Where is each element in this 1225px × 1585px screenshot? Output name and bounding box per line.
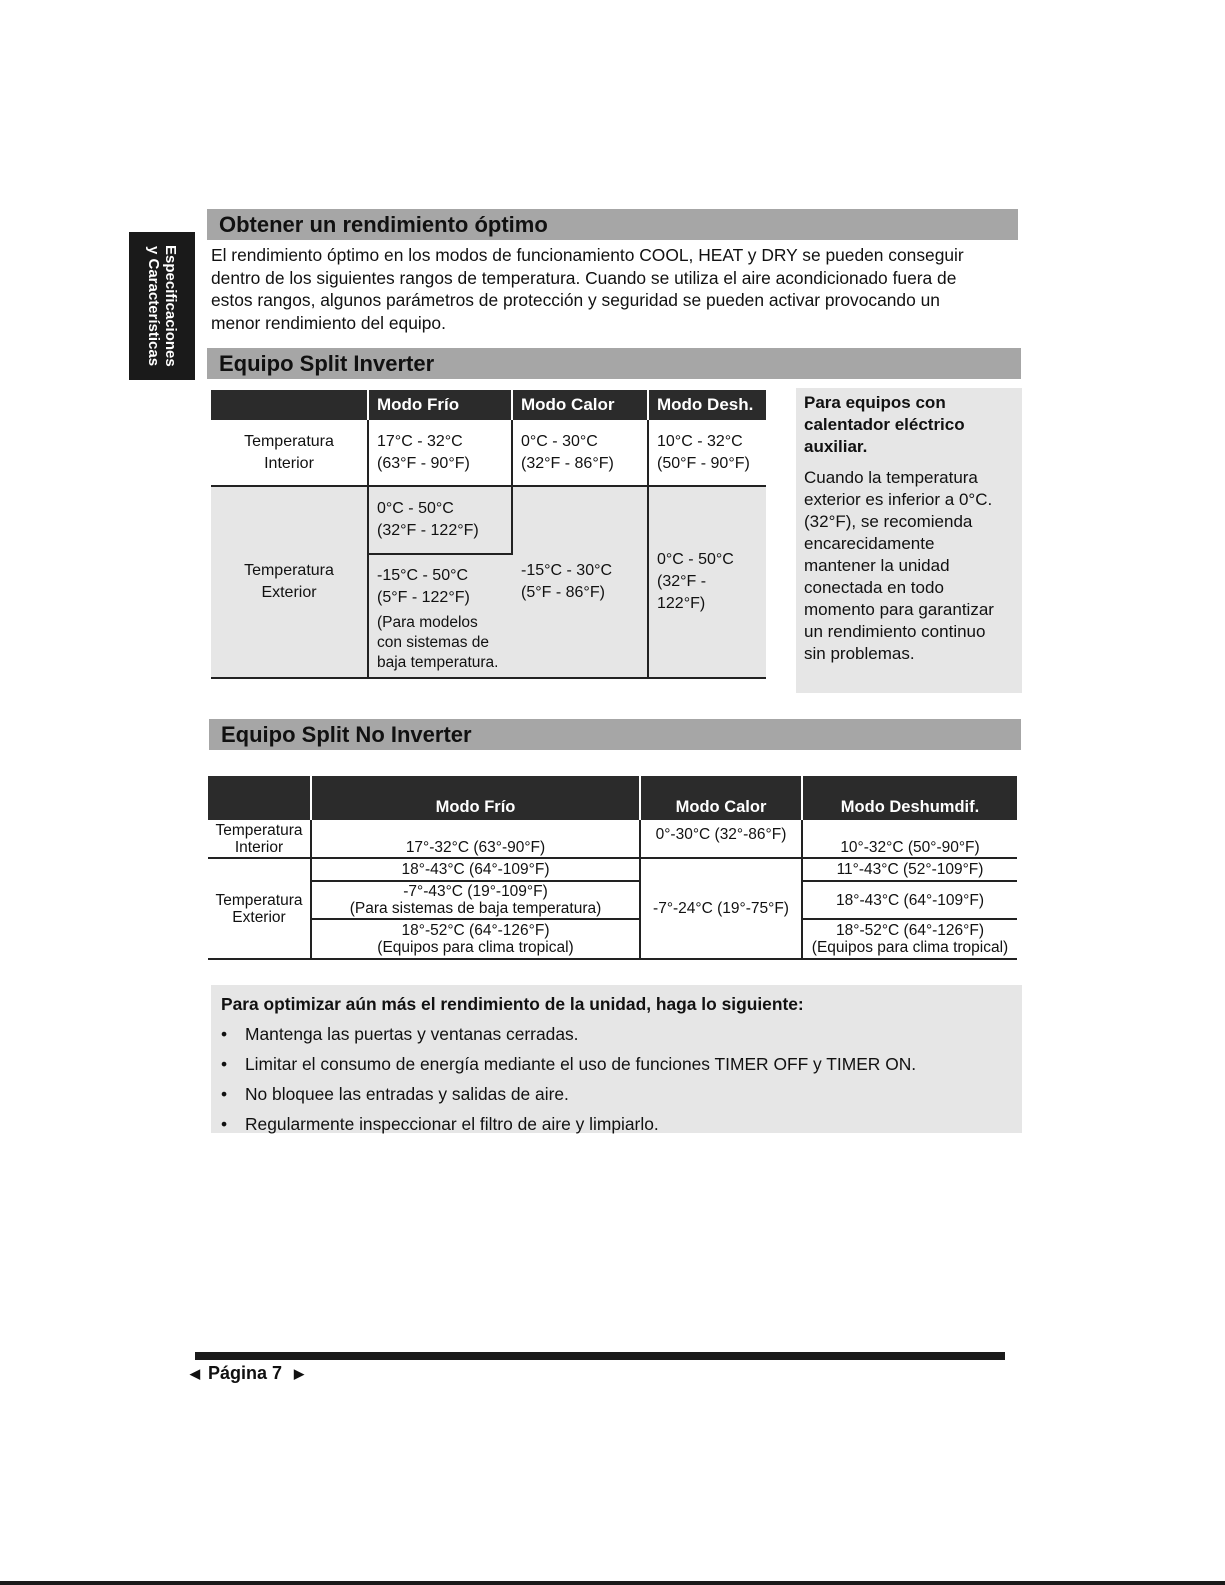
inverter-exterior-label bbox=[211, 486, 368, 678]
inverter-interior-frio bbox=[368, 420, 512, 486]
cell-line: (32°F - 122°F) bbox=[377, 522, 479, 539]
inverter-row-exterior-a bbox=[211, 486, 766, 554]
tip-item bbox=[221, 1079, 1012, 1109]
page-title bbox=[207, 209, 1018, 240]
cell-text: -7°-24°C (19°-75°F) bbox=[653, 900, 789, 917]
note-title-line: calentador eléctrico bbox=[804, 415, 965, 434]
label-line: Interior bbox=[234, 838, 284, 856]
non-inverter-exterior-frio-2 bbox=[311, 881, 640, 919]
non-inverter-row-exterior-1 bbox=[208, 858, 1017, 881]
cell-line: baja temperatura. bbox=[377, 654, 499, 671]
cell-line: 18°-52°C (64°-126°F) bbox=[401, 922, 550, 939]
bullet-icon: • bbox=[221, 1054, 228, 1074]
cell-line: 0°C - 50°C bbox=[657, 551, 734, 568]
note-line: (32°F), se recomienda bbox=[804, 512, 973, 531]
inverter-header-empty bbox=[211, 390, 368, 420]
inverter-exterior-frio-std bbox=[368, 486, 512, 554]
non-inverter-table bbox=[208, 776, 1017, 960]
page-footer bbox=[190, 1363, 304, 1384]
cell-text: 18°-43°C (64°-109°F) bbox=[401, 861, 550, 878]
non-inverter-header-desh: Modo Deshumdif. bbox=[802, 776, 1017, 820]
tip-text: Mantenga las puertas y ventanas cerradas. bbox=[245, 1024, 579, 1044]
non-inverter-header-frio: Modo Frío bbox=[311, 776, 640, 820]
side-tab-line-2: y Características bbox=[145, 245, 162, 367]
non-inverter-exterior-calor bbox=[640, 858, 802, 959]
inverter-header-calor: Modo Calor bbox=[512, 390, 648, 420]
inverter-exterior-frio-low bbox=[368, 554, 512, 678]
cell-line: (50°F - 90°F) bbox=[657, 454, 750, 472]
electric-heater-note bbox=[796, 388, 1022, 693]
side-tab-line-1: Especificaciones bbox=[162, 245, 179, 367]
footer-divider bbox=[195, 1352, 1005, 1360]
note-line: sin problemas. bbox=[804, 644, 915, 663]
intro-line: estos rangos, algunos parámetros de protección y seguridad se pueden activar provocando un bbox=[211, 290, 940, 310]
inverter-table bbox=[211, 390, 766, 679]
non-inverter-exterior-desh-2 bbox=[802, 881, 1017, 919]
bullet-icon: • bbox=[221, 1114, 228, 1134]
cell-line: (5°F - 122°F) bbox=[377, 589, 470, 606]
cell-line: (Equipos para clima tropical) bbox=[811, 939, 1009, 956]
cell-line: 10°C - 32°C bbox=[657, 432, 743, 450]
cell-line: (Equipos para clima tropical) bbox=[377, 939, 574, 956]
label-line: Interior bbox=[264, 454, 314, 472]
cell-text: 11°-43°C (52°-109°F) bbox=[836, 861, 984, 878]
tips-list bbox=[221, 1019, 1012, 1139]
non-inverter-interior-desh bbox=[802, 820, 1017, 858]
cell-line: (Para modelos bbox=[377, 614, 478, 631]
intro-line: El rendimiento óptimo en los modos de funcionamiento COOL, HEAT y DRY se pueden conseguir bbox=[211, 245, 964, 265]
inverter-section-title-text: Equipo Split Inverter bbox=[219, 350, 435, 376]
cell-text: 10°-32°C (50°-90°F) bbox=[840, 839, 980, 856]
non-inverter-exterior-desh-3 bbox=[802, 919, 1017, 959]
tip-item bbox=[221, 1019, 1012, 1049]
non-inverter-row-exterior-2 bbox=[208, 881, 1017, 919]
tip-text: No bloquee las entradas y salidas de aire. bbox=[245, 1084, 569, 1104]
non-inverter-interior-frio bbox=[311, 820, 640, 858]
intro-line: menor rendimiento del equipo. bbox=[211, 312, 446, 333]
page-title-text: Obtener un rendimiento óptimo bbox=[219, 211, 548, 237]
inverter-interior-calor bbox=[512, 420, 648, 486]
note-line: encarecidamente bbox=[804, 534, 935, 553]
cell-line: (Para sistemas de baja temperatura) bbox=[349, 900, 602, 917]
non-inverter-interior-calor bbox=[640, 820, 802, 858]
cell-line: (32°F - 86°F) bbox=[521, 454, 614, 472]
inverter-exterior-calor bbox=[512, 486, 648, 678]
inverter-interior-desh bbox=[648, 420, 766, 486]
tip-text: Regularmente inspeccionar el filtro de aire y limpiarlo. bbox=[245, 1114, 659, 1134]
note-title-line: auxiliar. bbox=[804, 437, 868, 456]
inverter-header-row bbox=[211, 390, 766, 420]
note-line: mantener la unidad bbox=[804, 556, 950, 575]
non-inverter-exterior-label bbox=[208, 858, 311, 959]
note-title-line: Para equipos con bbox=[804, 393, 946, 412]
inverter-interior-label bbox=[211, 420, 368, 486]
non-inverter-header-calor: Modo Calor bbox=[640, 776, 802, 820]
non-inverter-section-title bbox=[209, 719, 1021, 750]
section-side-tab bbox=[129, 232, 195, 380]
cell-line: (5°F - 86°F) bbox=[521, 584, 605, 601]
side-tab-label bbox=[145, 245, 179, 367]
inverter-section-title bbox=[207, 348, 1021, 379]
note-line: un rendimiento continuo bbox=[804, 622, 986, 641]
label-line: Temperatura bbox=[215, 821, 303, 839]
triangle-right-icon[interactable]: ▶ bbox=[294, 1365, 305, 1381]
tip-text: Limitar el consumo de energía mediante el uso de funciones TIMER OFF y TIMER ON. bbox=[245, 1054, 917, 1074]
tip-item bbox=[221, 1049, 1012, 1079]
bottom-edge-line bbox=[0, 1581, 1225, 1585]
non-inverter-exterior-desh-1 bbox=[802, 858, 1017, 881]
non-inverter-header-empty bbox=[208, 776, 311, 820]
inverter-header-frio: Modo Frío bbox=[368, 390, 512, 420]
cell-text: 18°-43°C (64°-109°F) bbox=[836, 891, 984, 909]
label-line: Exterior bbox=[261, 584, 317, 601]
inverter-header-desh: Modo Desh. bbox=[648, 390, 766, 420]
cell-line: -7°-43°C (19°-109°F) bbox=[403, 883, 548, 900]
cell-text: 17°-32°C (63°-90°F) bbox=[405, 839, 546, 856]
cell-text: 0°-30°C (32°-86°F) bbox=[655, 826, 787, 843]
non-inverter-exterior-frio-3 bbox=[311, 919, 640, 959]
note-body bbox=[804, 467, 1014, 665]
cell-line: -15°C - 50°C bbox=[377, 567, 469, 584]
non-inverter-interior-label bbox=[208, 820, 311, 858]
page-number: Página 7 bbox=[208, 1363, 283, 1383]
cell-line: 18°-52°C (64°-126°F) bbox=[836, 922, 984, 939]
label-line: Temperatura bbox=[244, 562, 334, 579]
tips-title: Para optimizar aún más el rendimiento de la unidad, haga lo siguiente: bbox=[221, 994, 804, 1014]
cell-line: -15°C - 30°C bbox=[521, 562, 613, 579]
intro-paragraph bbox=[211, 244, 1026, 334]
intro-line: dentro de los siguientes rangos de temperatura. Cuando se utiliza el aire acondicionado fuera de bbox=[211, 267, 957, 288]
cell-line: con sistemas de bbox=[377, 634, 489, 651]
non-inverter-row-exterior-3 bbox=[208, 919, 1017, 959]
non-inverter-section-title-text: Equipo Split No Inverter bbox=[221, 721, 472, 747]
non-inverter-header-row bbox=[208, 776, 1017, 820]
inverter-exterior-desh bbox=[648, 486, 766, 678]
triangle-left-icon[interactable]: ◀ bbox=[190, 1365, 200, 1381]
inverter-row-interior bbox=[211, 420, 766, 486]
note-line: conectada en todo bbox=[804, 578, 944, 597]
non-inverter-exterior-frio-1 bbox=[311, 858, 640, 881]
label-line: Temperatura bbox=[215, 891, 303, 909]
note-line: momento para garantizar bbox=[804, 600, 994, 619]
label-line: Exterior bbox=[232, 908, 286, 926]
cell-line: 0°C - 30°C bbox=[521, 432, 598, 450]
note-title bbox=[804, 392, 1014, 458]
note-line: exterior es inferior a 0°C. bbox=[804, 490, 993, 509]
cell-line: (32°F - 122°F) bbox=[657, 573, 707, 612]
bullet-icon: • bbox=[221, 1084, 228, 1104]
cell-line: 17°C - 32°C bbox=[377, 432, 463, 450]
cell-line: 0°C - 50°C bbox=[377, 500, 454, 517]
optimization-tips bbox=[211, 985, 1022, 1133]
cell-line: (63°F - 90°F) bbox=[377, 454, 470, 472]
bullet-icon: • bbox=[221, 1024, 228, 1044]
note-line: Cuando la temperatura bbox=[804, 468, 978, 487]
non-inverter-row-interior bbox=[208, 820, 1017, 858]
tip-item bbox=[221, 1109, 1012, 1139]
label-line: Temperatura bbox=[244, 432, 334, 450]
